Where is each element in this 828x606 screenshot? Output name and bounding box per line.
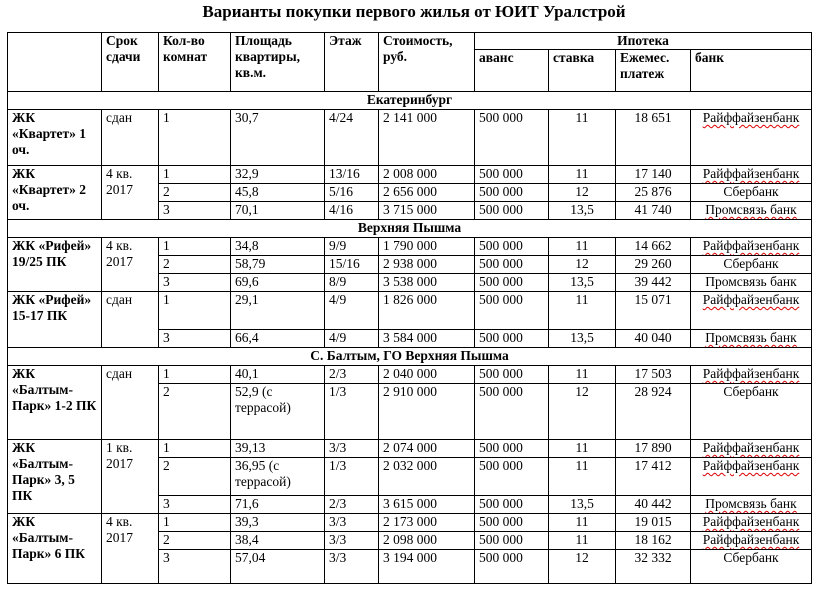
floor-cell: 9/9 [325, 238, 379, 256]
cost-cell: 2 074 000 [379, 440, 475, 458]
area-cell: 32,9 [231, 166, 325, 184]
area-cell: 29,1 [231, 292, 325, 330]
floor-cell: 4/9 [325, 292, 379, 330]
rate-cell: 11 [549, 292, 616, 330]
table-row [8, 238, 812, 256]
bank-name: Райффайзенбанк [702, 110, 800, 125]
floor-cell: 15/16 [325, 256, 379, 274]
rate-cell: 11 [549, 238, 616, 256]
advance-cell: 500 000 [475, 330, 549, 348]
header-complex [8, 33, 102, 92]
header-monthly: Ежемес. платеж [616, 50, 691, 92]
floor-cell: 3/3 [325, 514, 379, 532]
floor-cell: 1/3 [325, 458, 379, 496]
floor-cell: 3/3 [325, 440, 379, 458]
bank-cell: Сбербанк [691, 256, 812, 274]
area-cell: 71,6 [231, 496, 325, 514]
cost-cell: 3 538 000 [379, 274, 475, 292]
header-rate: ставка [549, 50, 616, 92]
advance-cell: 500 000 [475, 292, 549, 330]
advance-cell: 500 000 [475, 110, 549, 166]
rate-cell: 13,5 [549, 202, 616, 220]
rate-cell: 11 [549, 532, 616, 550]
cost-cell: 2 141 000 [379, 110, 475, 166]
floor-cell: 8/9 [325, 274, 379, 292]
monthly-cell: 40 442 [616, 496, 691, 514]
rooms-cell: 2 [159, 256, 231, 274]
advance-cell: 500 000 [475, 256, 549, 274]
monthly-cell: 17 503 [616, 366, 691, 384]
area-cell: 45,8 [231, 184, 325, 202]
area-cell: 57,04 [231, 550, 325, 584]
cost-cell: 2 173 000 [379, 514, 475, 532]
cost-cell: 2 098 000 [379, 532, 475, 550]
bank-cell [691, 496, 812, 514]
rooms-cell: 3 [159, 550, 231, 584]
area-cell: 58,79 [231, 256, 325, 274]
advance-cell: 500 000 [475, 202, 549, 220]
floor-cell: 2/3 [325, 496, 379, 514]
deadline-cell: 4 кв. 2017 [102, 238, 159, 292]
bank-cell [691, 514, 812, 532]
rooms-cell: 2 [159, 184, 231, 202]
rooms-cell: 3 [159, 274, 231, 292]
bank-cell [691, 110, 812, 166]
section-row [8, 348, 812, 366]
advance-cell: 500 000 [475, 366, 549, 384]
area-cell: 70,1 [231, 202, 325, 220]
area-cell: 40,1 [231, 366, 325, 384]
table-row [8, 440, 812, 458]
floor-cell: 4/24 [325, 110, 379, 166]
monthly-cell: 17 890 [616, 440, 691, 458]
cost-cell: 2 032 000 [379, 458, 475, 496]
cost-cell: 3 615 000 [379, 496, 475, 514]
rate-cell: 13,5 [549, 330, 616, 348]
advance-cell: 500 000 [475, 550, 549, 584]
header-deadline: Срок сдачи [102, 33, 159, 92]
area-cell: 52,9 (с террасой) [231, 384, 325, 440]
bank-cell [691, 330, 812, 348]
bank-name: Райффайзенбанк [702, 458, 800, 473]
bank-cell: Промсвязь банк [691, 274, 812, 292]
monthly-cell: 18 651 [616, 110, 691, 166]
rooms-cell: 1 [159, 366, 231, 384]
deadline-cell: 4 кв. 2017 [102, 514, 159, 584]
advance-cell: 500 000 [475, 458, 549, 496]
rate-cell: 11 [549, 110, 616, 166]
monthly-cell: 19 015 [616, 514, 691, 532]
table-row [8, 110, 812, 166]
deadline-cell: сдан [102, 366, 159, 440]
floor-cell: 3/3 [325, 532, 379, 550]
area-cell: 34,8 [231, 238, 325, 256]
complex-name: ЖК «Балтым-Парк» 6 ПК [8, 514, 102, 584]
bank-name: Промсвязь банк [705, 330, 797, 345]
rooms-cell: 1 [159, 110, 231, 166]
bank-name: Райффайзенбанк [702, 238, 800, 253]
bank-cell [691, 202, 812, 220]
monthly-cell: 40 040 [616, 330, 691, 348]
rooms-cell: 3 [159, 202, 231, 220]
bank-cell: Сбербанк [691, 184, 812, 202]
complex-name: ЖК «Рифей» 19/25 ПК [8, 238, 102, 292]
floor-cell: 5/16 [325, 184, 379, 202]
floor-cell: 3/3 [325, 550, 379, 584]
complex-name: ЖК «Рифей» 15-17 ПК [8, 292, 102, 348]
header-advance: аванс [475, 50, 549, 92]
monthly-cell: 41 740 [616, 202, 691, 220]
rooms-cell: 1 [159, 292, 231, 330]
cost-cell: 2 008 000 [379, 166, 475, 184]
advance-cell: 500 000 [475, 384, 549, 440]
rate-cell: 11 [549, 366, 616, 384]
area-cell: 39,3 [231, 514, 325, 532]
bank-name: Райффайзенбанк [702, 514, 800, 529]
advance-cell: 500 000 [475, 514, 549, 532]
bank-cell: Сбербанк [691, 384, 812, 440]
complex-name: ЖК «Квартет» 2 оч. [8, 166, 102, 220]
rooms-cell: 1 [159, 440, 231, 458]
rate-cell: 12 [549, 550, 616, 584]
deadline-cell: сдан [102, 292, 159, 348]
bank-cell [691, 166, 812, 184]
rooms-cell: 1 [159, 166, 231, 184]
rooms-cell: 3 [159, 330, 231, 348]
monthly-cell: 29 260 [616, 256, 691, 274]
rooms-cell: 2 [159, 532, 231, 550]
area-cell: 39,13 [231, 440, 325, 458]
rooms-cell: 2 [159, 384, 231, 440]
monthly-cell: 17 140 [616, 166, 691, 184]
rate-cell: 13,5 [549, 496, 616, 514]
bank-name: Райффайзенбанк [702, 440, 800, 455]
table-row [8, 292, 812, 330]
floor-cell: 1/3 [325, 384, 379, 440]
area-cell: 66,4 [231, 330, 325, 348]
cost-cell: 2 938 000 [379, 256, 475, 274]
section-row [8, 92, 812, 110]
rooms-cell: 3 [159, 496, 231, 514]
bank-name: Промсвязь банк [705, 202, 797, 217]
bank-name: Райффайзенбанк [702, 532, 800, 547]
monthly-cell: 32 332 [616, 550, 691, 584]
section-title: Верхняя Пышма [8, 220, 812, 238]
header-bank: банк [691, 50, 812, 92]
area-cell: 38,4 [231, 532, 325, 550]
cost-cell: 1 826 000 [379, 292, 475, 330]
rooms-cell: 1 [159, 514, 231, 532]
header-rooms: Кол-во комнат [159, 33, 231, 92]
rate-cell: 13,5 [549, 274, 616, 292]
section-title: Екатеринбург [8, 92, 812, 110]
cost-cell: 3 715 000 [379, 202, 475, 220]
monthly-cell: 28 924 [616, 384, 691, 440]
advance-cell: 500 000 [475, 274, 549, 292]
cost-cell: 3 194 000 [379, 550, 475, 584]
area-cell: 69,6 [231, 274, 325, 292]
bank-cell [691, 366, 812, 384]
bank-name: Райффайзенбанк [702, 366, 800, 381]
header-mortgage: Ипотека [475, 33, 812, 50]
advance-cell: 500 000 [475, 238, 549, 256]
bank-cell [691, 532, 812, 550]
bank-cell [691, 440, 812, 458]
cost-cell: 2 656 000 [379, 184, 475, 202]
cost-cell: 2 910 000 [379, 384, 475, 440]
bank-cell [691, 458, 812, 496]
rate-cell: 12 [549, 184, 616, 202]
area-cell: 30,7 [231, 110, 325, 166]
monthly-cell: 17 412 [616, 458, 691, 496]
deadline-cell: 1 кв. 2017 [102, 440, 159, 514]
floor-cell: 4/16 [325, 202, 379, 220]
advance-cell: 500 000 [475, 496, 549, 514]
section-title: С. Балтым, ГО Верхняя Пышма [8, 348, 812, 366]
rooms-cell: 2 [159, 458, 231, 496]
complex-name: ЖК «Квартет» 1 оч. [8, 110, 102, 166]
cost-cell: 1 790 000 [379, 238, 475, 256]
header-area: Площадь квартиры, кв.м. [231, 33, 325, 92]
header-cost: Стоимость, руб. [379, 33, 475, 92]
rate-cell: 11 [549, 458, 616, 496]
monthly-cell: 15 071 [616, 292, 691, 330]
floor-cell: 2/3 [325, 366, 379, 384]
table-row [8, 514, 812, 532]
cost-cell: 3 584 000 [379, 330, 475, 348]
table-row [8, 366, 812, 384]
bank-cell: Сбербанк [691, 550, 812, 584]
deadline-cell: 4 кв. 2017 [102, 166, 159, 220]
monthly-cell: 14 662 [616, 238, 691, 256]
deadline-cell: сдан [102, 110, 159, 166]
rate-cell: 12 [549, 256, 616, 274]
bank-name: Райффайзенбанк [702, 166, 800, 181]
header-row [8, 33, 812, 50]
rate-cell: 11 [549, 440, 616, 458]
monthly-cell: 25 876 [616, 184, 691, 202]
document-title: Варианты покупки первого жилья от ЮИТ Уралстрой [202, 2, 626, 21]
rate-cell: 12 [549, 384, 616, 440]
bank-cell [691, 292, 812, 330]
floor-cell: 4/9 [325, 330, 379, 348]
complex-name: ЖК «Балтым-Парк» 1-2 ПК [8, 366, 102, 440]
section-row [8, 220, 812, 238]
area-cell: 36,95 (с террасой) [231, 458, 325, 496]
bank-cell [691, 238, 812, 256]
rate-cell: 11 [549, 166, 616, 184]
bank-name: Промсвязь банк [705, 496, 797, 511]
table-row [8, 166, 812, 184]
floor-cell: 13/16 [325, 166, 379, 184]
rooms-cell: 1 [159, 238, 231, 256]
rate-cell: 11 [549, 514, 616, 532]
header-floor: Этаж [325, 33, 379, 92]
monthly-cell: 18 162 [616, 532, 691, 550]
bank-name: Райффайзенбанк [702, 292, 800, 307]
advance-cell: 500 000 [475, 440, 549, 458]
advance-cell: 500 000 [475, 184, 549, 202]
complex-name: ЖК «Балтым-Парк» 3, 5 ПК [8, 440, 102, 514]
monthly-cell: 39 442 [616, 274, 691, 292]
advance-cell: 500 000 [475, 166, 549, 184]
cost-cell: 2 040 000 [379, 366, 475, 384]
advance-cell: 500 000 [475, 532, 549, 550]
offers-table [7, 32, 812, 584]
